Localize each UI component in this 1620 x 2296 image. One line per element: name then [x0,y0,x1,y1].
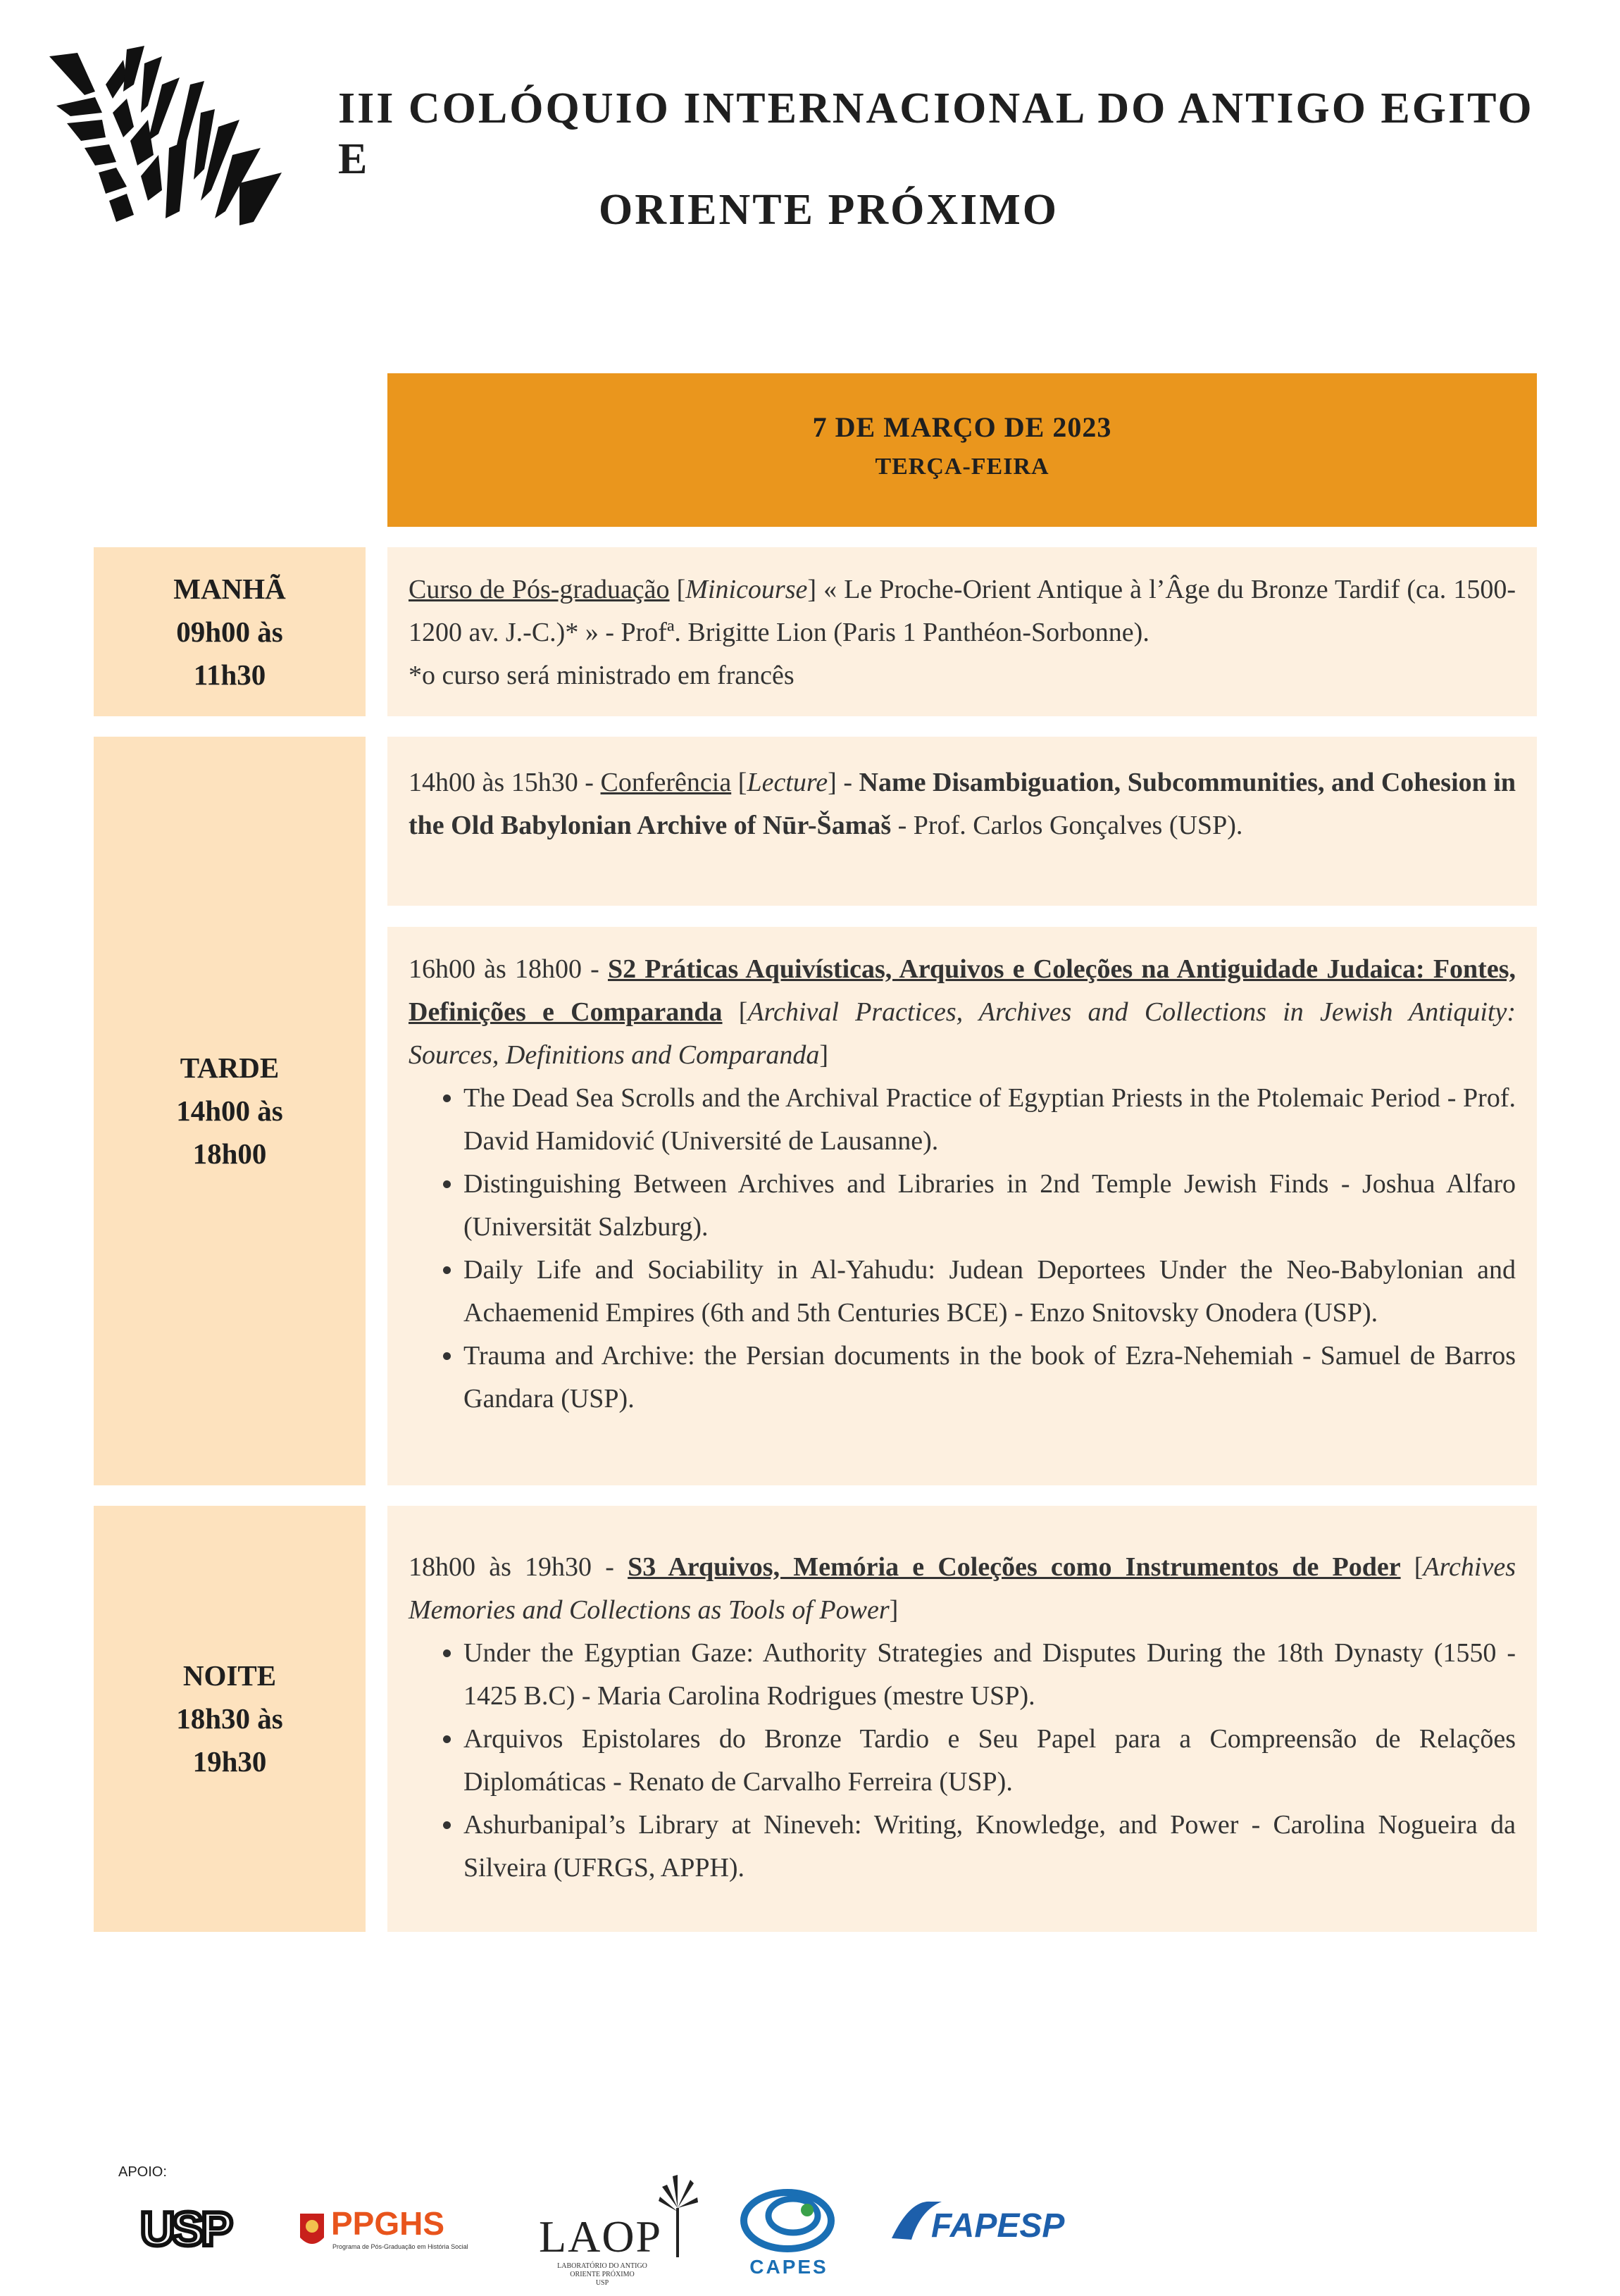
manha-time-end: 11h30 [193,658,266,691]
ppghs-logo [296,2201,486,2261]
sponsors-label: APOIO: [118,2164,167,2180]
noite-time-start: 18h30 às [176,1702,283,1735]
s2-heading: 16h00 às 18h00 - S2 Práticas Aquivísticas, Arquivos e Coleções na Antiguidade Judaica: Fontes, Definições e Comparanda [Archival Practices, Archives and Collections in Jewish Antiquity: Sources, Definitions and Comparanda] [409,954,1516,1070]
laop-logo-text: LAOP [539,2211,663,2261]
list-item: • Ashurbanipal’s Library at Nineveh: Writing, Knowledge, and Power - Carolina Nogueira da Silveira (UFRGS, APPH). [463,1804,1516,1890]
list-item: • Distinguishing Between Archives and Libraries in 2nd Temple Jewish Finds - Joshua Alfaro (Universität Salzburg). [463,1163,1516,1249]
page-title [338,83,1571,235]
laop-subtitle-3: USP [595,2279,609,2287]
date-banner [387,373,1537,527]
noite-time-end: 19h30 [192,1745,267,1778]
conference-link[interactable]: Conferência [600,768,732,797]
course-english-label: Minicourse [685,575,808,604]
conference-paragraph: 14h00 às 15h30 - Conferência [Lecture] - Name Disambiguation, Subcommunities, and Cohesion in the Old Babylonian Archive of Nūr-Šamaš - Prof. Carlos Gonçalves (USP). [409,768,1516,840]
session-label-manha [94,547,366,716]
manha-content [387,547,1537,716]
colloquium-palm-logo [28,42,310,232]
manha-time-start: 09h00 às [176,615,283,648]
ppghs-subtitle: Programa de Pós-Graduação em História Social [332,2243,468,2250]
session-label-tarde [94,737,366,1485]
s3-title[interactable]: S3 Arquivos, Memória e Coleções como Instrumentos de Poder [628,1552,1401,1582]
usp-logo [132,2204,238,2254]
laop-subtitle-1: LABORATÓRIO DO ANTIGO [557,2262,647,2270]
noite-label: NOITE [182,1659,277,1692]
conference-title: Name Disambiguation, Subcommunities, and Cohesion in the Old Babylonian Archive of Nūr-Šamaš [409,768,1516,840]
course-paragraph: Curso de Pós-graduação [Minicourse] « Le Proche-Orient Antique à l’Âge du Bronze Tardif (ca. 1500-1200 av. J.-C.)* » - Profª. Brigitte Lion (Paris 1 Panthéon-Sorbonne). [409,575,1516,647]
tarde-time-start: 14h00 às [176,1094,283,1127]
laop-logo [532,2169,701,2292]
tarde-time-end: 18h00 [192,1137,267,1170]
ppghs-logo-text: PPGHS [331,2205,445,2242]
s3-heading: 18h00 às 19h30 - S3 Arquivos, Memória e Coleções como Instrumentos de Poder [Archives Memories and Collections as Tools of Power] [409,1552,1516,1625]
event-date: 7 DE MARÇO DE 2023 [812,411,1112,443]
capes-rings-icon [744,2192,831,2249]
event-weekday: TERÇA-FEIRA [875,454,1049,480]
course-description: ] « Le Proche-Orient Antique à l’Âge du Bronze Tardif (ca. 1500-1200 av. J.-C.)* » - Profª. Brigitte Lion (Paris 1 Panthéon-Sorbonne). [409,575,1516,647]
list-item: • Daily Life and Sociability in Al-Yahudu: Judean Deportees Under the Neo-Babylonian and Achaemenid Empires (6th and 5th Centuries BCE) - Enzo Snitovsky Onodera (USP). [463,1249,1516,1335]
s2-title[interactable]: S2 Práticas Aquivísticas, Arquivos e Coleções na Antiguidade Judaica: Fontes, Definições e Comparanda [409,954,1516,1027]
list-item: • Trauma and Archive: the Persian documents in the book of Ezra-Nehemiah - Samuel de Barros Gandara (USP). [463,1335,1516,1421]
usp-logo-text: USP [140,2204,230,2254]
course-link[interactable]: Curso de Pós-graduação [409,575,670,604]
list-item: • Arquivos Epistolares do Bronze Tardio e Seu Papel para a Compreensão de Relações Diplomáticas - Renato de Carvalho Ferreira (USP). [463,1718,1516,1804]
laop-subtitle-2: ORIENTE PRÓXIMO [570,2271,635,2278]
list-item: • Under the Egyptian Gaze: Authority Strategies and Disputes During the 18th Dynasty (1550 - 1425 B.C) - Maria Carolina Rodrigues (mestre USP). [463,1632,1516,1718]
title-line-1: III COLÓQUIO INTERNACIONAL DO ANTIGO EGITO E [338,85,1534,183]
s2-english-title: Archival Practices, Archives and Collections in Jewish Antiquity: Sources, Definitions and Comparanda [409,997,1516,1070]
manha-label: MANHÃ [173,572,286,605]
capes-logo-text: CAPES [749,2256,828,2278]
conference-speaker: - Prof. Carlos Gonçalves (USP). [891,811,1243,840]
capes-logo [738,2182,844,2281]
conference-english-label: Lecture [747,768,828,797]
tarde-label: TARDE [180,1052,280,1084]
s3-talk-list [409,1632,1516,1890]
session-label-noite [94,1506,366,1932]
list-item: • The Dead Sea Scrolls and the Archival Practice of Egyptian Priests in the Ptolemaic Period - Prof. David Hamidović (Université de Lausanne). [463,1077,1516,1163]
s3-english-title: Archives Memories and Collections as Tools of Power [409,1552,1516,1625]
course-language-note: *o curso será ministrado em francês [409,661,795,690]
s2-talk-list [409,1077,1516,1421]
session-s3-box [387,1506,1537,1932]
title-line-2: ORIENTE PRÓXIMO [599,186,1059,234]
fapesp-logo-text: FAPESP [931,2207,1065,2245]
session-s2-box [387,927,1537,1485]
laop-palm-icon [659,2175,698,2257]
fapesp-logo [889,2196,1093,2252]
conference-box [387,737,1537,906]
